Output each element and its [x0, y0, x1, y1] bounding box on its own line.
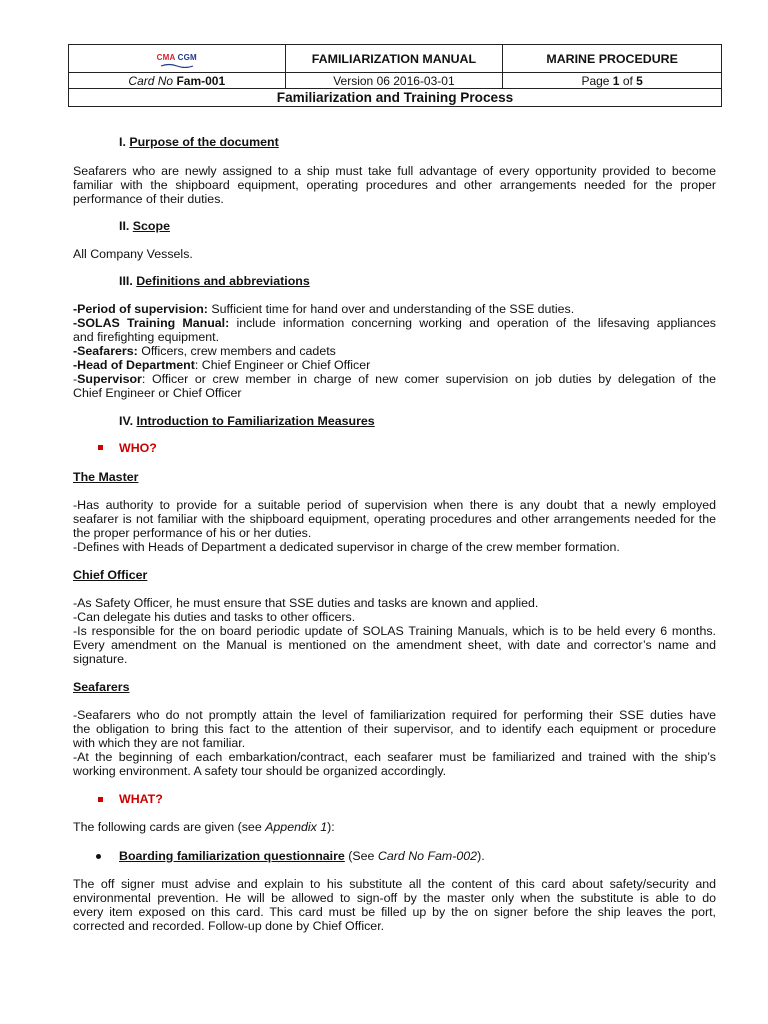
seafarers-heading: Seafarers [73, 680, 130, 694]
paragraph-line: The off signer must advise and explain to his substitute all the content of this card about safety/security and [73, 877, 716, 891]
paragraph-line: Seafarers who are newly assigned to a ship must take full advantage of every opportunity provided to become [73, 164, 716, 178]
paragraph-line: -Is responsible for the on board periodic update of SOLAS Training Manuals, which is to be held every 6 months. [73, 624, 716, 638]
definition-supervisor-cont: Chief Engineer or Chief Officer [73, 386, 242, 400]
definition-solas: -SOLAS Training Manual: include information concerning working and operation of the lifesaving appliances [73, 316, 716, 330]
definition-solas-cont: and firefighting equipment. [73, 330, 220, 344]
page-number: Page 1 of 5 [503, 73, 722, 89]
paragraph-line: Every amendment on the Manual is mentioned on the amendment sheet, with date and corrector’s name and [73, 638, 716, 652]
bullet-dot-icon [96, 854, 101, 859]
definition-period: -Period of supervision: Sufficient time for hand over and understanding of the SSE duties. [73, 302, 575, 316]
paragraph-line: -Has authority to provide for a suitable period of supervision when there is any doubt that a newly employed [73, 498, 716, 512]
scope-text: All Company Vessels. [73, 247, 193, 261]
bullet-square-icon [98, 445, 103, 450]
procedure-type: MARINE PROCEDURE [503, 45, 722, 73]
paragraph-line: signature. [73, 652, 128, 666]
section-heading-definitions: III. Definitions and abbreviations [119, 274, 310, 288]
paragraph-line: -As Safety Officer, he must ensure that SSE duties and tasks are known and applied. [73, 596, 539, 610]
paragraph-line: -At the beginning of each embarkation/contract, each seafarer must be familiarized and trained with the ship’s [73, 750, 716, 764]
paragraph-line: -Seafarers who do not promptly attain the level of familiarization required for performing their SSE duties have [73, 708, 716, 722]
bullet-square-icon [98, 797, 103, 802]
header-table [68, 44, 722, 107]
what-label: WHAT? [119, 792, 163, 806]
section-heading-scope: II. Scope [119, 219, 170, 233]
definition-head: -Head of Department: Chief Engineer or Chief Officer [73, 358, 371, 372]
manual-title: FAMILIARIZATION MANUAL [285, 45, 503, 73]
version: Version 06 2016-03-01 [285, 73, 503, 89]
cma-cgm-logo: CMA CGM [157, 54, 197, 68]
paragraph-line: the obligation to bring this fact to the attention of their supervisor, and to identify each equipment or procedure [73, 722, 716, 736]
logo-wave-icon [160, 63, 194, 68]
master-heading: The Master [73, 470, 139, 484]
paragraph-line: performance of their duties. [73, 192, 224, 206]
paragraph-line: environmental prevention. He will be allowed to sign-off by the master only when the substitute is able to do [73, 891, 716, 905]
paragraph-line: with which they are not familiar. [73, 736, 246, 750]
who-label: WHO? [119, 441, 157, 455]
boarding-questionnaire-item: Boarding familiarization questionnaire (See Card No Fam-002). [119, 849, 485, 863]
paragraph-line: familiar with the shipboard equipment, operating procedures and other arrangements needed for the proper [73, 178, 716, 192]
paragraph-line: -Defines with Heads of Department a dedicated supervisor in charge of the crew member formation. [73, 540, 620, 554]
definition-seafarers: -Seafarers: Officers, crew members and cadets [73, 344, 336, 358]
section-heading-intro: IV. Introduction to Familiarization Measures [119, 414, 375, 428]
card-number: Card No Fam-001 [69, 73, 286, 89]
paragraph-line: every item exposed on this card. This card must be filled up by the on signer before the ship leaves the port, [73, 905, 716, 919]
section-heading-purpose: I. Purpose of the document [119, 135, 279, 149]
definition-supervisor: -Supervisor: Officer or crew member in charge of new comer supervision on job duties by delegation of the [73, 372, 716, 386]
chief-officer-heading: Chief Officer [73, 568, 148, 582]
document-title: Familiarization and Training Process [69, 89, 722, 107]
paragraph-line: the proper performance of his or her duties. [73, 526, 312, 540]
paragraph-line: working environment. A safety tour should be organized accordingly. [73, 764, 447, 778]
logo-cell [69, 45, 286, 73]
paragraph-line: -Can delegate his duties and tasks to other officers. [73, 610, 356, 624]
paragraph-line: corrected and recorded. Follow-up done by Chief Officer. [73, 919, 385, 933]
paragraph-line: seafarer is not familiar with the shipboard equipment, operating procedures and other arrangements needed for the [73, 512, 716, 526]
cards-intro: The following cards are given (see Appendix 1): [73, 820, 335, 834]
